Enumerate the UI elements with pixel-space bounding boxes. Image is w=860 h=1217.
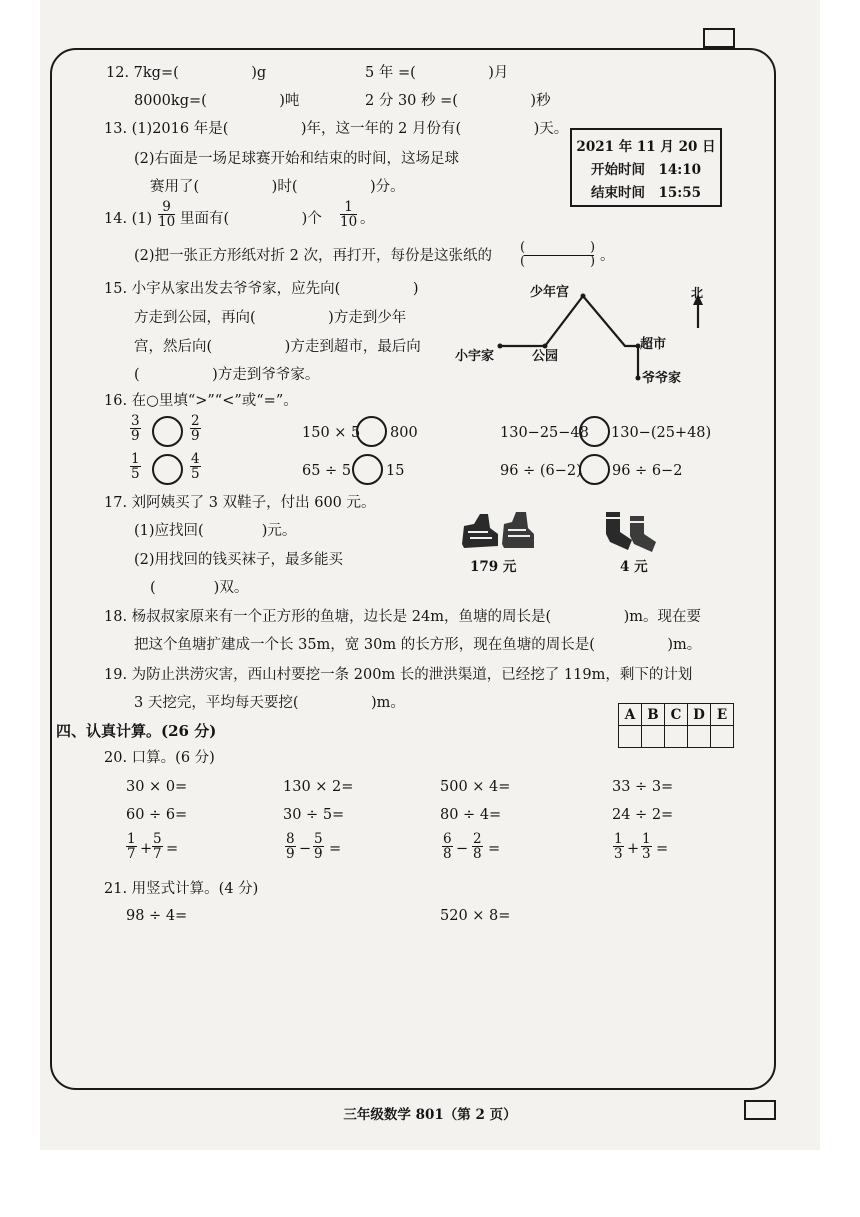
q21-item-b: 520 × 8= [440,908,511,924]
q20-item: 30 × 0= [126,779,188,795]
answer-cell[interactable] [619,726,642,748]
q12-b: 5 年 =( )月 [365,65,509,81]
q16-r1c3-right: 130−(25+48) [611,425,712,441]
q20-item: 80 ÷ 4= [440,807,502,823]
q16-r1c1-frac-b: $\frac{2}{9}$ [191,413,200,444]
q17-line1: 17. 刘阿姨买了 3 双鞋子，付出 600 元。 [104,495,376,511]
q16-r1c1-circle[interactable] [152,416,183,447]
section-4-heading: 四、认真计算。(26 分) [56,722,217,740]
q20-item: 30 ÷ 5= [283,807,345,823]
q16-r1c3-circle[interactable] [579,416,610,447]
q20-item: 130 × 2= [283,779,354,795]
answer-cell[interactable] [711,726,734,748]
q16-r2c2-right: 15 [386,463,405,479]
answer-grid-header: E [711,704,734,726]
q16-r2c1-circle[interactable] [152,454,183,485]
corner-mark-top [703,28,735,48]
q18-line1: 18. 杨叔叔家原来有一个正方形的鱼塘，边长是 24m，鱼塘的周长是( )m。现在要 [104,609,702,625]
q16-r2c2-circle[interactable] [352,454,383,485]
q16-r1c2-circle[interactable] [356,416,387,447]
corner-mark-bottom [744,1100,776,1120]
q20-item: 24 ÷ 2= [612,807,674,823]
match-start-time: 开始时间 14:10 [590,162,702,178]
q20-item: 60 ÷ 6= [126,807,188,823]
q14-p1-mid: 里面有( )个 [180,211,322,227]
q15-line4: ( )方走到爷爷家。 [134,367,320,383]
page-footer: 三年级数学 801（第 2 页） [343,1107,517,1123]
map-label-park: 公园 [532,349,559,364]
q16-r2c1-frac-a: $\frac{1}{5}$ [131,451,140,482]
route-path [500,296,638,378]
q12-a: 12. 7kg=( )g [106,65,267,81]
q16-r2c3-right: 96 ÷ 6−2 [612,463,683,479]
q14-p1-prefix: 14. (1) [104,211,153,227]
shoe-price: 179 元 [470,559,517,575]
map-label-palace: 少年宫 [530,285,570,300]
q17-line2: (1)应找回( )元。 [134,523,297,539]
q13-line3: 赛用了( )时( )分。 [150,179,405,195]
q19-line1: 19. 为防止洪涝灾害，西山村要挖一条 200m 长的泄洪渠道，已经挖了 119m，剩下的计划 [104,667,693,683]
q12-d: 2 分 30 秒 =( )秒 [365,93,551,109]
match-time-box [570,128,722,207]
answer-grid-header: A [619,704,642,726]
q16-r2c3-circle[interactable] [579,454,610,485]
q20-item: 500 × 4= [440,779,511,795]
map-label-home: 小宇家 [455,349,495,364]
answer-grid [618,703,734,748]
q20-title: 20. 口算。(6 分) [104,750,215,766]
q14-blank-fraction: ( ) ( ) [520,240,596,269]
q16-r2c3-left: 96 ÷ (6−2) [500,463,582,479]
q17-line4: ( )双。 [150,580,249,596]
q16-title: 16. 在○里填“>”“<”或“=”。 [104,393,298,409]
q16-r1c1-frac-a: $\frac{3}{9}$ [131,413,140,444]
answer-cell[interactable] [642,726,665,748]
q16-r1c2-left: 150 × 5 [302,425,361,441]
q14-fraction-9-10: $\frac{9}{10}$ [158,199,176,230]
map-label-market: 超市 [640,337,667,352]
q13-line1: 13. (1)2016 年是( )年，这一年的 2 月份有( )天。 [104,121,569,137]
answer-cell[interactable] [688,726,711,748]
q21-title: 21. 用竖式计算。(4 分) [104,881,259,897]
match-end-time: 结束时间 15:55 [590,185,702,201]
q15-line1: 15. 小宇从家出发去爷爷家，应先向( ) [104,281,419,297]
q19-line2: 3 天挖完，平均每天要挖( )m。 [134,695,405,711]
q16-r1c3-left: 130−25−48 [500,425,589,441]
q16-r2c1-frac-b: $\frac{4}{5}$ [191,451,200,482]
answer-grid-header: D [688,704,711,726]
answer-cell[interactable] [665,726,688,748]
sock-price: 4 元 [620,559,648,575]
q14-fraction-1-10: $\frac{1}{10}$ [340,199,358,230]
map-label-north: 北 [691,286,704,300]
socks-icon [598,506,668,556]
q16-r2c2-left: 65 ÷ 5 [302,463,352,479]
q21-item-a: 98 ÷ 4= [126,908,188,924]
match-date: 2021 年 11 月 20 日 [576,139,716,155]
q20-item: 33 ÷ 3= [612,779,674,795]
q14-p2: (2)把一张正方形纸对折 2 次，再打开，每份是这张纸的 [134,248,492,264]
q18-line2: 把这个鱼塘扩建成一个长 35m，宽 30m 的长方形，现在鱼塘的周长是( )m。 [134,637,702,653]
answer-grid-header: C [665,704,688,726]
q15-line3: 宫，然后向( )方走到超市，最后向 [134,339,421,355]
q13-line2: (2)右面是一场足球赛开始和结束的时间，这场足球 [134,151,460,167]
q14-p1-end: 。 [360,211,375,227]
answer-grid-header: B [642,704,665,726]
map-label-grandpa: 爷爷家 [642,371,682,386]
shoes-icon [458,506,538,556]
q17-line3: (2)用找回的钱买袜子，最多能买 [134,552,344,568]
q14-p2-end: 。 [600,248,615,264]
q15-line2: 方走到公园，再向( )方走到少年 [134,310,407,326]
q16-r1c2-right: 800 [390,425,418,441]
q12-c: 8000kg=( )吨 [134,93,300,109]
route-map [455,278,725,398]
